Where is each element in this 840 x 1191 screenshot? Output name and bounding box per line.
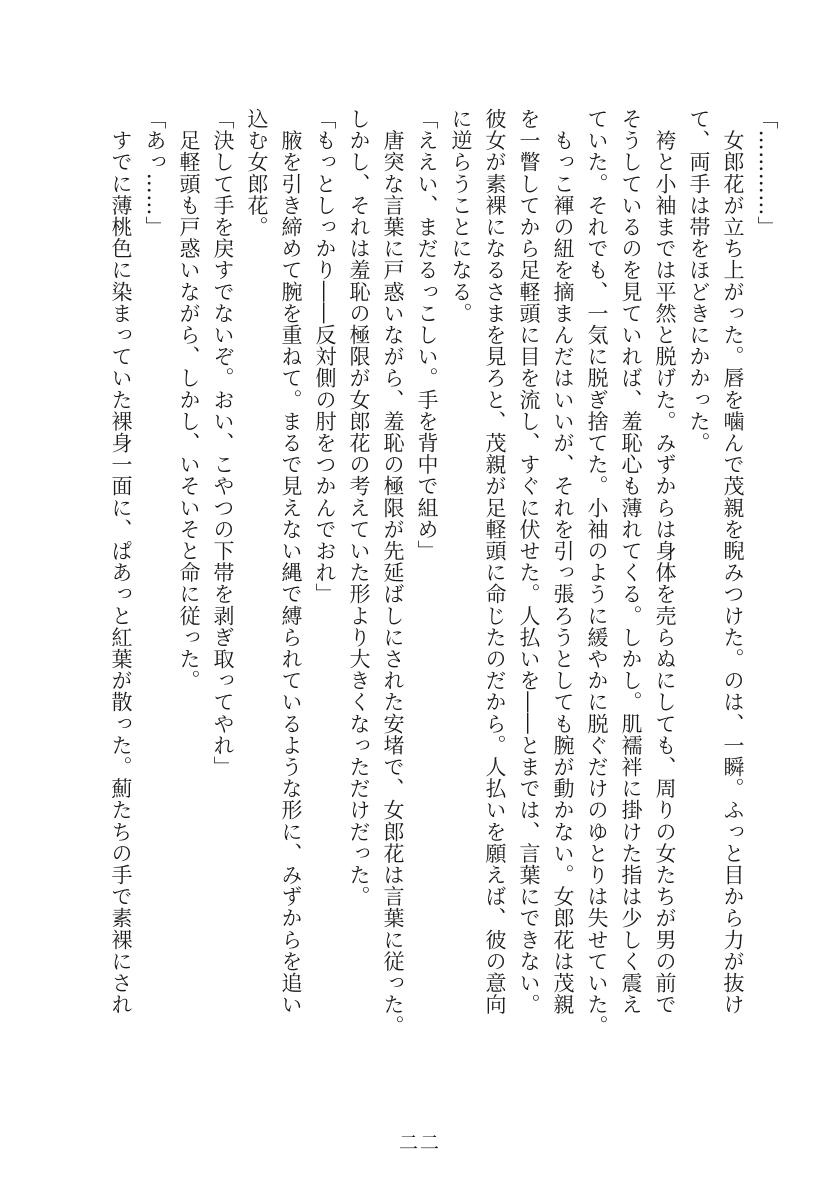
text-line: 「あっ……」 bbox=[143, 108, 167, 238]
text-line: 腋を引き締めて腕を重ねて。まるで見えない縄で縛られているような形に、みずからを追い bbox=[279, 108, 303, 1016]
text-line: 込む女郎花。 bbox=[245, 108, 269, 238]
text-line: 唐突な言葉に戸惑いながら、羞恥の極限が先延ばしにされた安堵で、女郎花は言葉に従った。 bbox=[381, 108, 405, 1037]
text-line: 女郎花が立ち上がった。唇を噛んで茂親を睨みつけた。のは、一瞬。ふっと目から力が抜け bbox=[721, 108, 745, 1016]
text-line: 袴と小袖までは平然と脱げた。みずからは身体を売らぬにしても、周りの女たちが男の前で bbox=[653, 108, 677, 1016]
text-line: て、両手は帯をほどきにかかった。 bbox=[687, 108, 711, 454]
text-line: に逆らうことになる。 bbox=[449, 108, 473, 324]
text-line: 「もっとしっかり――反対側の肘をつかんでおれ」 bbox=[313, 108, 337, 605]
text-line: しかし、それは羞恥の極限が女郎花の考えていた形より大きくなっただけだった。 bbox=[347, 108, 371, 908]
text-line: そうしているのを見ていれば、羞恥心も薄れてくる。しかし。肌襦袢に掛けた指は少しく震え bbox=[619, 108, 643, 1016]
page-number: 二二 bbox=[398, 1132, 441, 1154]
text-line: 「ええい、まだるっこしい。手を背中で組め」 bbox=[415, 108, 439, 562]
text-line: ていた。それでも、一気に脱ぎ捨てた。小袖のように緩やかに脱ぐだけのゆとりは失せていた。 bbox=[585, 108, 609, 1037]
text-line: もっこ褌の紐を摘まんだはいいが、それを引っ張ろうとしても腕が動かない。女郎花は茂親 bbox=[551, 108, 575, 1016]
vertical-text-body bbox=[104, 108, 784, 1037]
text-line: 「決して手を戻すでないぞ。おい、こやつの下帯を剥ぎ取ってやれ」 bbox=[211, 108, 235, 778]
text-line: すでに薄桃色に染まっていた裸身一面に、ぱあっと紅葉が散った。薊たちの手で素裸にされ bbox=[109, 108, 133, 1016]
text-line: 足軽頭も戸惑いながら、しかし、いそいそと命に従った。 bbox=[177, 108, 201, 692]
text-line: 彼女が素裸になるさまを見ろと、茂親が足軽頭に命じたのだから。人払いを願えば、彼の意向 bbox=[483, 108, 507, 1016]
text-line: 「…………」 bbox=[755, 108, 779, 238]
text-line: を一瞥してから足軽頭に目を流し、すぐに伏せた。人払いを――とまでは、言葉にできない。 bbox=[517, 108, 541, 1016]
